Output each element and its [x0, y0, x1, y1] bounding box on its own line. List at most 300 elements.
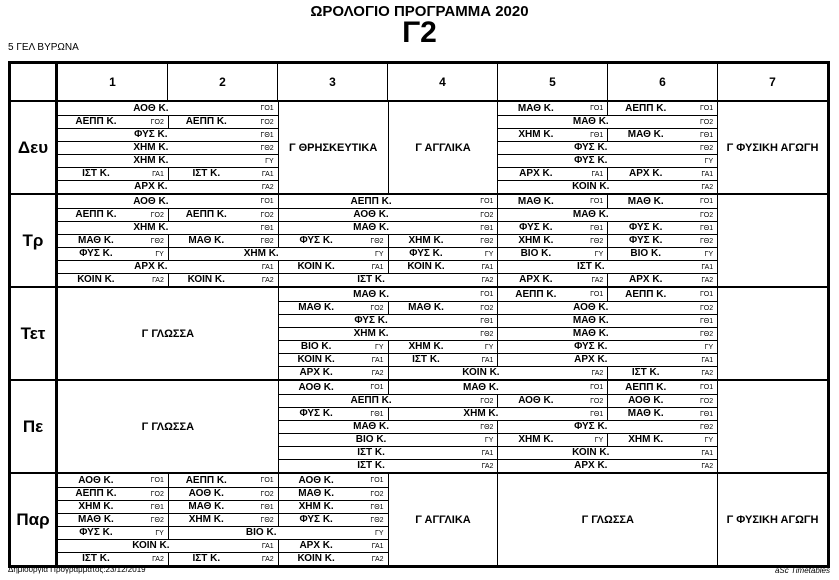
subject-label: Γ ΓΛΩΣΣΑ [581, 513, 634, 526]
subject-label: ΚΟΙΝ Κ. [297, 261, 335, 272]
lesson-cell [497, 340, 717, 353]
subject-label: ΜΑΘ Κ. [517, 195, 554, 207]
room-label: ΓΘ2 [260, 144, 274, 152]
lesson-cell [497, 260, 717, 273]
subject-label: ΦΥΣ Κ. [574, 155, 608, 166]
subject-label: ΦΥΣ Κ. [519, 222, 553, 233]
room-label: ΓΘ1 [260, 131, 274, 139]
period-header-5: 5 [497, 64, 607, 100]
subject-label: ΙΣΤ Κ. [82, 553, 110, 564]
full-subject-cell [58, 381, 278, 472]
subject-label: ΚΟΙΝ Κ. [297, 354, 335, 365]
lesson-cell [168, 500, 278, 513]
room-label: ΓΥ [375, 529, 384, 537]
subject-label: ΜΑΘ Κ. [572, 328, 609, 339]
lesson-cell [497, 314, 717, 327]
period-header-2: 2 [167, 64, 277, 100]
room-label: ΓΘ1 [699, 317, 714, 325]
asc-timetables-brand: aSc Timetables [774, 566, 830, 575]
room-label: ΓΑ1 [261, 542, 274, 550]
subject-label: ΑΟΘ Κ. [188, 488, 224, 499]
subject-label: ΧΗΜ Κ. [298, 501, 334, 512]
subject-label: ΑΡΧ Κ. [574, 460, 608, 471]
subject-label: ΧΗΜ Κ. [408, 341, 444, 352]
lesson-cell [607, 167, 717, 180]
lesson-cell [278, 394, 498, 407]
full-subject-cell [497, 474, 717, 565]
room-label: ΓΟ2 [590, 397, 604, 405]
empty-cell [717, 288, 827, 379]
subject-label: ΚΟΙΝ Κ. [297, 553, 335, 564]
subject-label: ΜΑΘ Κ. [78, 514, 114, 525]
subject-label: ΒΙΟ Κ. [245, 527, 277, 538]
subject-label: Γ ΦΥΣΙΚΗ ΑΓΩΓΗ [726, 141, 819, 154]
subject-label: ΚΟΙΝ Κ. [572, 447, 610, 458]
lesson-cell [168, 247, 388, 260]
room-label: ΓΑ1 [371, 356, 384, 364]
subject-label: Γ ΓΛΩΣΣΑ [141, 420, 195, 433]
room-label: ΓΥ [375, 343, 384, 351]
subject-label: ΚΟΙΝ Κ. [407, 261, 445, 272]
room-label: ΓΘ1 [480, 317, 494, 325]
subject-label: ΜΑΘ Κ. [572, 315, 609, 326]
room-label: ΓΟ1 [590, 291, 604, 298]
room-label: ΓΟ1 [480, 198, 494, 205]
lesson-cell [278, 407, 388, 420]
room-label: ΓΟ2 [480, 211, 494, 219]
room-label: ΓΘ2 [480, 423, 494, 431]
lesson-cell [278, 234, 388, 247]
subject-label: ΑΟΘ Κ. [133, 102, 169, 114]
subject-label: ΑΕΠΠ Κ. [625, 288, 667, 300]
subject-label: ΑΡΧ Κ. [574, 354, 608, 365]
lesson-cell [607, 247, 717, 260]
lesson-cell [168, 552, 278, 565]
room-label: ΓΥ [594, 436, 604, 444]
room-label: ΓΟ2 [150, 211, 164, 219]
subject-label: ΙΣΤ Κ. [82, 168, 110, 179]
day-row-3 [11, 286, 827, 379]
room-label: ΓΑ2 [371, 369, 384, 377]
subject-label: ΙΣΤ Κ. [192, 553, 221, 564]
subject-label: ΑΕΠΠ Κ. [75, 209, 117, 220]
subject-label: ΑΟΘ Κ. [573, 302, 609, 313]
lesson-cell [168, 487, 278, 500]
room-label: ΓΑ2 [701, 462, 714, 470]
lesson-cell [388, 407, 608, 420]
subject-label: Γ ΘΡΗΣΚΕΥΤΙΚΑ [288, 141, 378, 154]
lesson-cell [168, 513, 278, 526]
room-label: ΓΘ1 [260, 503, 274, 511]
room-label: ΓΥ [265, 157, 274, 165]
room-label: ΓΑ2 [701, 276, 714, 284]
lesson-cell [388, 381, 608, 394]
lesson-cell [58, 128, 278, 141]
lesson-cell [497, 115, 717, 128]
room-label: ΓΥ [375, 250, 384, 258]
lesson-cell [278, 381, 388, 394]
lesson-cell [58, 195, 278, 208]
subject-label: ΧΗΜ Κ. [133, 155, 169, 166]
lesson-cell [607, 381, 717, 394]
room-label: ΓΥ [594, 250, 604, 258]
room-label: ΓΥ [484, 436, 494, 444]
lesson-cell [58, 260, 278, 273]
lesson-cell [58, 474, 168, 487]
room-label: ΓΟ2 [699, 211, 714, 219]
room-label: ΓΘ1 [370, 410, 384, 418]
subject-label: ΜΑΘ Κ. [572, 116, 609, 127]
room-label: ΓΘ2 [480, 330, 494, 338]
room-label: ΓΟ2 [370, 490, 384, 498]
room-label: ΓΘ2 [370, 237, 384, 245]
class-name: Γ2 [402, 16, 437, 49]
lesson-cell [58, 154, 278, 167]
lesson-cell [168, 273, 278, 286]
school-name: 5 ΓΕΛ ΒΥΡΩΝΑ [8, 42, 79, 53]
room-label: ΓΑ1 [371, 263, 384, 271]
lesson-cell [607, 234, 717, 247]
lesson-cell [278, 327, 498, 340]
lesson-cell [607, 366, 717, 379]
subject-label: ΧΗΜ Κ. [463, 408, 499, 419]
subject-label: ΑΟΘ Κ. [518, 395, 554, 406]
lesson-cell [607, 221, 717, 234]
room-label: ΓΑ1 [701, 449, 714, 457]
lesson-cell [607, 407, 717, 420]
day-label: Παρ [11, 474, 58, 565]
room-label: ΓΥ [704, 157, 714, 165]
room-label: ΓΟ2 [699, 118, 714, 126]
lesson-cell [278, 260, 388, 273]
day-label: Δευ [11, 102, 58, 193]
lesson-cell [497, 288, 607, 301]
subject-label: Γ ΓΛΩΣΣΑ [141, 327, 195, 340]
subject-label: ΙΣΤ Κ. [357, 274, 385, 285]
room-label: ΓΟ2 [480, 397, 494, 405]
lesson-cell [168, 474, 278, 487]
subject-label: ΧΗΜ Κ. [408, 235, 444, 246]
room-label: ΓΥ [155, 529, 164, 537]
subject-label: ΧΗΜ Κ. [133, 142, 169, 153]
lesson-cell [278, 446, 498, 459]
room-label: ΓΘ2 [260, 237, 274, 245]
room-label: ΓΘ2 [699, 423, 714, 431]
subject-label: ΒΙΟ Κ. [355, 434, 387, 445]
room-label: ΓΟ1 [699, 105, 714, 112]
subject-label: ΑΡΧ Κ. [519, 168, 553, 179]
subject-label: ΑΡΧ Κ. [299, 367, 333, 378]
room-label: ΓΘ1 [480, 224, 494, 232]
room-label: ΓΘ1 [590, 131, 604, 139]
lesson-cell [278, 500, 388, 513]
lesson-cell [497, 327, 717, 340]
room-label: ΓΟ2 [260, 211, 274, 219]
room-label: ΓΟ1 [590, 105, 604, 112]
subject-label: ΑΡΧ Κ. [629, 168, 663, 179]
subject-label: ΙΣΤ Κ. [357, 447, 385, 458]
period-header-1: 1 [109, 75, 116, 89]
lesson-cell [278, 208, 498, 221]
lesson-cell [278, 459, 498, 472]
subject-label: ΒΙΟ Κ. [300, 341, 332, 352]
room-label: ΓΑ2 [152, 276, 164, 284]
page-title: ΩΡΟΛΟΓΙΟ ΠΡΟΓΡΑΜΜΑ 2020 [310, 3, 529, 20]
day-row-1 [11, 102, 827, 193]
subject-label: ΜΑΘ Κ. [353, 222, 389, 233]
room-label: ΓΑ2 [261, 555, 274, 563]
room-label: ΓΑ2 [701, 369, 714, 377]
lesson-cell [497, 353, 717, 366]
room-label: ΓΟ2 [260, 118, 274, 126]
lesson-cell [497, 234, 607, 247]
lesson-cell [497, 221, 607, 234]
day-row-5 [11, 472, 827, 565]
subject-label: ΑΟΘ Κ. [133, 195, 169, 207]
subject-label: ΑΟΘ Κ. [353, 209, 389, 220]
room-label: ΓΑ2 [481, 462, 494, 470]
room-label: ΓΥ [704, 343, 714, 351]
subject-label: ΜΑΘ Κ. [298, 488, 335, 499]
subject-label: ΦΥΣ Κ. [79, 527, 113, 538]
lesson-cell [388, 301, 498, 314]
lesson-cell [607, 288, 717, 301]
lesson-cell [278, 539, 388, 552]
creation-date: Δημιουργία Προγράμματος:23/12/2019 [8, 565, 146, 574]
room-label: ΓΟ1 [370, 384, 384, 391]
subject-label: ΜΑΘ Κ. [627, 129, 664, 140]
lesson-cell [497, 273, 607, 286]
lesson-cell [278, 195, 498, 208]
room-label: ΓΘ1 [590, 410, 604, 418]
subject-label: ΙΣΤ Κ. [192, 168, 221, 179]
room-label: ΓΘ2 [150, 237, 164, 245]
room-label: ΓΥ [155, 250, 164, 258]
lesson-cell [58, 141, 278, 154]
day-grid [58, 195, 827, 286]
room-label: ΓΑ2 [591, 276, 604, 284]
subject-label: ΧΗΜ Κ. [243, 248, 279, 259]
subject-label: ΧΗΜ Κ. [133, 222, 169, 233]
subject-label: ΑΡΧ Κ. [519, 274, 553, 285]
room-label: ΓΑ1 [481, 263, 494, 271]
room-label: ΓΑ1 [371, 542, 384, 550]
subject-label: ΜΑΘ Κ. [353, 288, 389, 300]
lesson-cell [168, 234, 278, 247]
room-label: ΓΑ2 [261, 276, 274, 284]
empty-cell [717, 195, 827, 286]
lesson-cell [58, 102, 278, 115]
subject-label: ΙΣΤ Κ. [412, 354, 440, 365]
corner-cell [11, 64, 58, 100]
subject-label: ΜΑΘ Κ. [463, 381, 499, 393]
period-header-7: 7 [717, 64, 827, 100]
subject-label: ΑΕΠΠ Κ. [350, 395, 392, 406]
room-label: ΓΟ1 [590, 198, 604, 205]
subject-label: ΦΥΣ Κ. [299, 514, 333, 525]
lesson-cell [58, 221, 278, 234]
subject-label: ΙΣΤ Κ. [631, 367, 660, 378]
period-header-4: 4 [387, 64, 497, 100]
subject-label: ΑΡΧ Κ. [629, 274, 663, 285]
room-label: ΓΟ1 [590, 384, 604, 391]
room-label: ΓΘ2 [699, 237, 714, 245]
lesson-cell [168, 526, 388, 539]
room-label: ΓΟ2 [150, 118, 164, 126]
lesson-cell [278, 353, 388, 366]
subject-label: ΧΗΜ Κ. [518, 235, 554, 246]
subject-label: ΑΕΠΠ Κ. [185, 474, 227, 486]
lesson-cell [497, 180, 717, 193]
room-label: ΓΟ1 [260, 477, 274, 484]
room-label: ΓΑ1 [481, 449, 494, 457]
subject-label: ΜΑΘ Κ. [627, 408, 664, 419]
lesson-cell [497, 433, 607, 446]
subject-label: Γ ΑΓΓΛΙΚΑ [415, 141, 471, 154]
full-subject-cell [717, 102, 827, 193]
lesson-cell [497, 247, 607, 260]
subject-label: ΜΑΘ Κ. [572, 209, 609, 220]
room-label: ΓΑ1 [591, 170, 604, 178]
subject-label: Γ ΑΓΓΛΙΚΑ [415, 513, 471, 526]
subject-label: ΧΗΜ Κ. [78, 501, 114, 512]
lesson-cell [497, 128, 607, 141]
subject-label: ΜΑΘ Κ. [298, 302, 335, 313]
lesson-cell [278, 474, 388, 487]
lesson-cell [607, 433, 717, 446]
subject-label: ΦΥΣ Κ. [574, 341, 608, 352]
lesson-cell [278, 288, 498, 301]
room-label: ΓΟ2 [699, 304, 714, 312]
lesson-cell [168, 208, 278, 221]
subject-label: ΑΕΠΠ Κ. [625, 102, 667, 114]
room-label: ΓΑ2 [701, 183, 714, 191]
subject-label: ΙΣΤ Κ. [576, 261, 605, 272]
subject-label: ΑΕΠΠ Κ. [350, 195, 392, 207]
room-label: ΓΘ2 [150, 516, 164, 524]
lesson-cell [58, 115, 168, 128]
room-label: ΓΑ2 [481, 276, 494, 284]
room-label: ΓΟ1 [150, 477, 164, 484]
full-subject-cell [388, 102, 498, 193]
subject-label: Γ ΦΥΣΙΚΗ ΑΓΩΓΗ [726, 513, 819, 526]
lesson-cell [388, 260, 498, 273]
day-label: Τετ [11, 288, 58, 379]
room-label: ΓΟ1 [480, 291, 494, 298]
room-label: ΓΥ [704, 436, 714, 444]
day-row-2 [11, 193, 827, 286]
room-label: ΓΑ1 [701, 263, 714, 271]
room-label: ΓΟ1 [699, 291, 714, 298]
subject-label: ΑΕΠΠ Κ. [75, 116, 117, 127]
room-label: ΓΘ1 [590, 224, 604, 232]
lesson-cell [388, 366, 608, 379]
lesson-cell [607, 128, 717, 141]
period-header-6: 6 [607, 64, 717, 100]
room-label: ΓΑ2 [371, 555, 384, 563]
room-label: ΓΟ2 [260, 490, 274, 498]
subject-label: ΙΣΤ Κ. [357, 460, 385, 471]
subject-label: ΑΟΘ Κ. [298, 381, 334, 393]
subject-label: ΑΕΠΠ Κ. [625, 381, 667, 393]
subject-label: ΧΗΜ Κ. [628, 434, 664, 445]
lesson-cell [168, 115, 278, 128]
day-label: Τρ [11, 195, 58, 286]
subject-label: ΦΥΣ Κ. [354, 315, 388, 326]
full-subject-cell [388, 474, 498, 565]
lesson-cell [497, 394, 607, 407]
lesson-cell [278, 420, 498, 433]
lesson-cell [58, 167, 168, 180]
day-grid [58, 381, 827, 472]
subject-label: ΦΥΣ Κ. [299, 408, 333, 419]
subject-label: ΑΡΧ Κ. [134, 261, 168, 272]
period-header-3: 3 [277, 64, 387, 100]
subject-label: ΜΑΘ Κ. [353, 421, 389, 432]
room-label: ΓΑ1 [481, 356, 494, 364]
subject-label: ΚΟΙΝ Κ. [572, 181, 610, 192]
subject-label: ΜΑΘ Κ. [78, 235, 114, 246]
lesson-cell [58, 526, 168, 539]
subject-label: ΦΥΣ Κ. [299, 235, 333, 246]
subject-label: ΑΕΠΠ Κ. [75, 488, 117, 499]
lesson-cell [497, 420, 717, 433]
lesson-cell [58, 234, 168, 247]
lesson-cell [607, 273, 717, 286]
lesson-cell [58, 539, 278, 552]
room-label: ΓΟ2 [699, 397, 714, 405]
room-label: ΓΘ1 [260, 224, 274, 232]
room-label: ΓΟ2 [480, 304, 494, 312]
room-label: ΓΥ [484, 343, 494, 351]
subject-label: ΒΙΟ Κ. [630, 248, 661, 259]
lesson-cell [278, 487, 388, 500]
lesson-cell [497, 167, 607, 180]
lesson-cell [278, 301, 388, 314]
lesson-cell [497, 208, 717, 221]
full-subject-cell [278, 102, 388, 193]
lesson-cell [278, 433, 498, 446]
room-label: ΓΘ2 [260, 516, 274, 524]
subject-label: ΑΕΠΠ Κ. [185, 116, 227, 127]
lesson-cell [278, 221, 498, 234]
subject-label: ΑΟΘ Κ. [78, 474, 114, 486]
subject-label: ΑΡΧ Κ. [134, 181, 168, 192]
room-label: ΓΘ2 [370, 516, 384, 524]
period-header-row [11, 64, 827, 102]
subject-label: ΜΑΘ Κ. [188, 501, 225, 512]
lesson-cell [168, 167, 278, 180]
lesson-cell [607, 195, 717, 208]
room-label: ΓΘ1 [370, 503, 384, 511]
lesson-cell [497, 141, 717, 154]
subject-label: ΚΟΙΝ Κ. [132, 540, 170, 551]
room-label: ΓΘ2 [480, 237, 494, 245]
room-label: ΓΟ2 [370, 304, 384, 312]
lesson-cell [607, 102, 717, 115]
day-grid [58, 288, 827, 379]
day-row-4 [11, 379, 827, 472]
subject-label: ΜΑΘ Κ. [627, 195, 664, 207]
lesson-cell [58, 273, 168, 286]
lesson-cell [58, 180, 278, 193]
lesson-cell [388, 353, 498, 366]
lesson-cell [497, 301, 717, 314]
lesson-cell [497, 446, 717, 459]
room-label: ΓΘ2 [699, 144, 714, 152]
room-label: ΓΑ2 [152, 555, 164, 563]
subject-label: ΑΡΧ Κ. [299, 540, 333, 551]
